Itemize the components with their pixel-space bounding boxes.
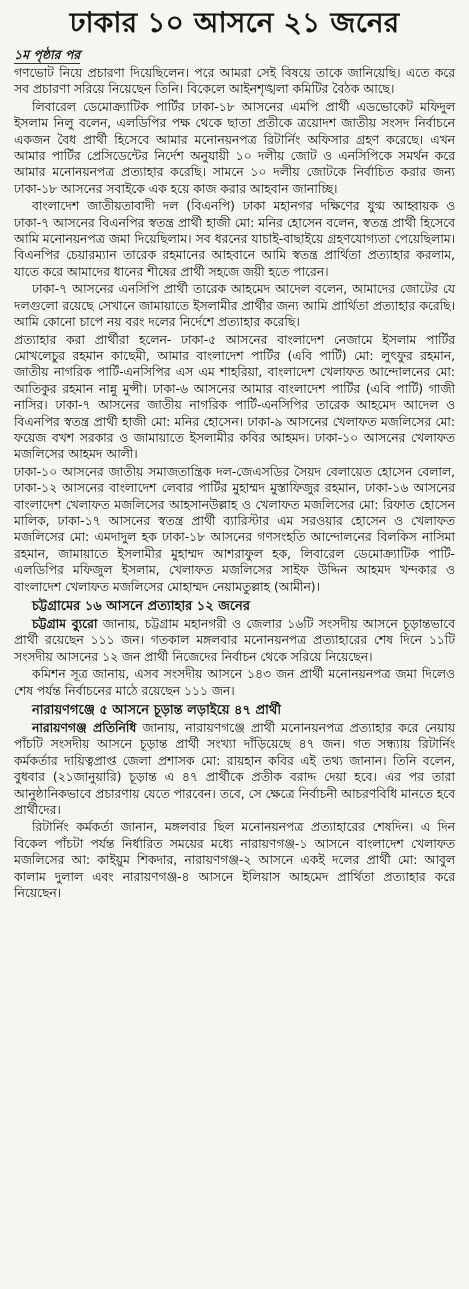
paragraph: লিবারেল ডেমোক্র্যাটিক পার্টির ঢাকা-১৮ আসনের এমপি প্রার্থী এডভোকেট মফিদুল ইসলাম নিলু বলেন, এলডিপির পক্ষ থেকে ছাতা প্রতীকে ত্রয়োদশ জাতীয় সংসদ নির্বাচনে একজন বৈধ প্রার্থী হিসেবে আমার মনোনয়নপত্র রিটার্নিং অফিসার গ্রহণ করেছে। এখন আমার পার্টির প্রেসিডেন্টের নির্দেশ অনুযায়ী ১০ দলীয় জোট ও এনসিপিকে সমর্থন করে আমার মনোনয়নপত্র প্রত্যাহার করেছি। সামনে ১০ দলীয় জোটকে নির্বাচিত করার জন্য ঢাকা-১৮ আসনের সবাইকে এক হয়ে কাজ করার আহবান জানাচ্ছি। — [14, 99, 455, 196]
paragraph: ঢাকা-৭ আসনের এনসিপি প্রার্থী তারেক আহমেদ আদেল বলেন, আমাদের জোটের যে দলগুলো রয়েছে সেখানে জামায়াতে ইসলামীর প্রার্থীর জন্য আমি প্রার্থিতা প্রত্যাহার করেছি। আমি কোনো চাপে নয় বরং দলের নির্দেশে প্রত্যাহার করেছি। — [14, 282, 455, 330]
paragraph: রিটার্নিং কর্মকর্তা জানান, মঙ্গলবার ছিল মনোনয়নপত্র প্রত্যাহারের শেষদিন। এ দিন বিকেল পাঁচটা পর্যন্ত নির্ধারিত সময়ের মধ্যে নারায়ণগঞ্জ-১ আসনে বাংলাদেশ খেলাফত মজলিসের আ: কাইয়ুম শিকদার, নারায়ণগঞ্জ-২ আসনে একই দলের প্রার্থী মো: আবুল কালাম দুলাল এবং নারায়ণগঞ্জ-৪ আসনে ইলিয়াস আহমেদ প্রার্থিতা প্রত্যাহার করে নিয়েছেন। — [14, 820, 455, 901]
page-cutoff-fade — [0, 1259, 469, 1289]
paragraph-text: জানায়, চট্টগ্রাম মহানগরী ও জেলার ১৬টি সংসদীয় আসনে চূড়ান্তভাবে প্রার্থী রয়েছেন ১১১ জন। গতকাল মঙ্গলবার মনোনয়নপত্র প্রত্যাহারের শেষ দিনে ১১টি সংসদীয় আসনের ১২ জন প্রার্থী নিজেদের নির্বাচন থেকে সরিয়ে নিয়েছেন। — [14, 617, 456, 664]
paragraph — [14, 720, 455, 818]
paragraph: প্রত্যাহার করা প্রার্থীরা হলেন- ঢাকা-৫ আসনের বাংলাদেশ নেজামে ইসলাম পার্টির মোখলেচুর রহমান কাছেমী, আমার বাংলাদেশ পার্টির (এবি পার্টি) মো: লুৎফুর রহমান, জাতীয় নাগরিক পার্টি-এনসিপির এস এম শাহরিয়া, বাংলাদেশ খেলাফত আন্দোলনের মো: আতিকুর রহমান নান্নু মুন্সী। ঢাকা-৬ আসনের আমার বাংলাদেশ পার্টির (এবি পার্টি) গাজী নাসির। ঢাকা-৭ আসনের জাতীয় নাগরিক পার্টি-এনসিপির তারেক আহমেদ আদেল ও বিএনপির স্বতন্ত্র প্রার্থী হাজী মো: মনির হোসেন। ঢাকা-৯ আসনের খেলাফত মজলিসের মো: ফয়েজ বখশ সরকার ও জামায়াতে ইসলামীর কবির আহমদ। ঢাকা-১০ আসনের খেলাফত মজলিসের আহমদ আলী। — [14, 332, 455, 462]
article-body — [14, 65, 455, 902]
paragraph: কমিশন সূত্র জানায়, এসব সংসদীয় আসনে ১৪৩ জন প্রার্থী মনোনয়নপত্র জমা দিলেও শেষ পর্যন্ত নির্বাচনের মাঠে রয়েছেন ১১১ জন। — [14, 667, 455, 698]
continued-from-label: ১ম পৃষ্ঠার পর — [14, 47, 81, 62]
subheading-narayanganj: নারায়ণগঞ্জে ৫ আসনে চূড়ান্ত লড়াইয়ে ৪৭ প্রার্থী — [32, 703, 282, 719]
paragraph: ঢাকা-১০ আসনের জাতীয় সমাজতান্ত্রিক দল-জেএসডির সৈয়দ বেলায়েত হোসেন বেলাল, ঢাকা-১২ আসনের বাংলাদেশ লেবার পার্টির মুহাম্মদ মুস্তাফিজুর রহমান, ঢাকা-১৬ আসনের বাংলাদেশ খেলাফত মজলিসের আহসানউল্লাহ ও খেলাফত মজলিসের মো: রিফাত হোসেন মালিক, ঢাকা-১৭ আসনের স্বতন্ত্র প্রার্থী ব্যারিস্টার এম সরওয়ার হোসেন ও খেলাফত মজলিসের মো: এমদাদুল হক ঢাকা-১৮ আসনের গণসংহতি আন্দোলনের বিলকিস নাসিমা রহমান, জামায়াতে ইসলামীর মুহাম্মদ আশরাফুল হক, লিবারেল ডেমোক্র্যাটিক পার্টি-এলডিপির মফিজুল ইসলাম, খেলাফত মজলিসের সাইফ উদ্দিন আহমদ খন্দকার ও বাংলাদেশ খেলাফত মজলিসের মোহাম্মদ নেয়ামতুল্লাহ (আমীন)। — [14, 464, 455, 594]
paragraph: গণভোট নিয়ে প্রচারণা দিয়েছিলেন। পরে আমরা সেই বিষয়ে তাকে জানিয়েছি। এতে করে সব প্রচারণা সরিয়ে নিয়েছেন তিনি। বিকেলে আইনশৃঙ্খলা কমিটির বৈঠক আছে। — [14, 66, 455, 97]
dateline-narayanganj: নারায়ণগঞ্জ প্রতিনিধি — [32, 721, 137, 736]
subheading-chattogram: চট্টগ্রামের ১৬ আসনে প্রত্যাহার ১২ জনের — [32, 599, 250, 614]
article-headline: ঢাকার ১০ আসনে ২১ জনের — [69, 6, 400, 39]
paragraph: বাংলাদেশ জাতীয়তাবাদী দল (বিএনপি) ঢাকা মহানগর দক্ষিণের যুগ্ম আহ্বায়ক ও ঢাকা-৭ আসনের বিএনপির স্বতন্ত্র প্রার্থী হাজী মো: মনির হোসেন বলেন, স্বতন্ত্র প্রার্থী হিসেবে আমি মনোনয়নপত্র জমা দিয়েছিলাম। সব ধরনের যাচাই-বাছাইয়ে গ্রহণযোগ্যতা পেয়েছিলাম। বিএনপির চেয়ারম্যান তারেক রহমানের আহবানে আমি স্বতন্ত্র প্রার্থিতা প্রত্যাহার করলাম, যাতে করে আমাদের ধানের শীষের প্রার্থী সহজে জয়ী হতে পারেন। — [14, 199, 455, 279]
paragraph — [14, 616, 455, 665]
paragraph-text: জানায়, নারায়ণগঞ্জে প্রার্থী মনোনয়নপত্র প্রত্যাহার করে নেয়ায় পাঁচটি সংসদীয় আসনে চূড়ান্ত প্রার্থী সংখ্যা দাঁড়িয়েছে ৪৭ জন। গত সন্ধ্যায় রিটার্নিং কর্মকর্তার দায়িত্বপ্রাপ্ত জেলা প্রশাসক মো: রায়হান কবির এই তথ্য জানান। তিনি বলেন, বুধবার (২১জানুয়ারি) চূড়ান্ত এ ৪৭ প্রার্থীকে প্রতীক বরাদ্দ দেয়া হবে। এর পর তারা আনুষ্ঠানিকভাবে প্রচারণায় যেতে পারবেন। তবে, সে ক্ষেত্রে নির্বাচনী আচরণবিধি মানতে হবে প্রার্থীদের। — [14, 721, 456, 818]
dateline-chattogram: চট্টগ্রাম ব্যুরো — [32, 617, 98, 631]
